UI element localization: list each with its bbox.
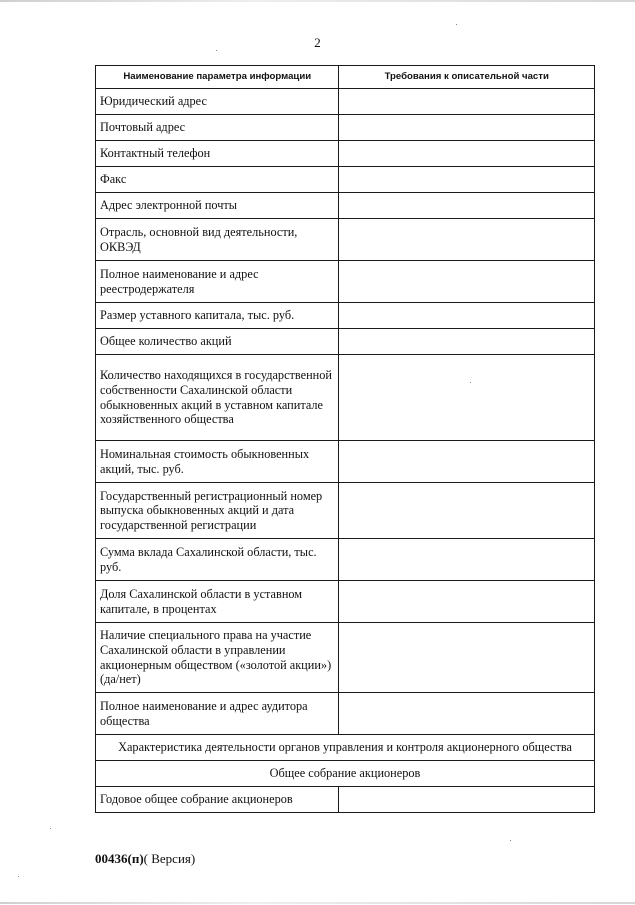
scan-speck [50, 828, 51, 829]
table-row [96, 261, 595, 303]
header-param: Наименование параметра информации [96, 66, 339, 89]
scan-speck [456, 24, 457, 25]
table-row [96, 115, 595, 141]
document-footer [95, 851, 195, 867]
requirement-cell [339, 355, 595, 441]
scan-speck [510, 840, 511, 841]
requirement-cell [339, 219, 595, 261]
footer-version: ( Версия) [143, 851, 196, 866]
section-row [96, 735, 595, 761]
param-cell: Полное наименование и адрес аудитора общества [96, 693, 339, 735]
param-cell: Наличие специального права на участие Сахалинской области в управлении акционерным обществом («золотой акции») (да/нет) [96, 623, 339, 693]
subsection-title: Общее собрание акционеров [96, 761, 595, 787]
requirement-cell [339, 787, 595, 813]
requirement-cell [339, 141, 595, 167]
param-cell: Количество находящихся в государственной собственности Сахалинской области обыкновенных акций в уставном капитале хозяйственного общества [96, 355, 339, 441]
table-row [96, 483, 595, 539]
table-row [96, 219, 595, 261]
subsection-row [96, 761, 595, 787]
requirement-cell [339, 303, 595, 329]
table-row [96, 441, 595, 483]
header-requirement: Требования к описательной части [339, 66, 595, 89]
requirement-cell [339, 693, 595, 735]
param-cell: Размер уставного капитала, тыс. руб. [96, 303, 339, 329]
param-cell: Полное наименование и адрес реестродержателя [96, 261, 339, 303]
table-row [96, 693, 595, 735]
scan-top-edge [0, 0, 635, 2]
param-cell: Общее количество акций [96, 329, 339, 355]
requirement-cell [339, 193, 595, 219]
param-cell: Юридический адрес [96, 89, 339, 115]
requirement-cell [339, 581, 595, 623]
information-table [95, 65, 595, 813]
requirement-cell [339, 623, 595, 693]
scan-speck [470, 382, 471, 383]
table-row [96, 141, 595, 167]
param-cell: Годовое общее собрание акционеров [96, 787, 339, 813]
table-row [96, 787, 595, 813]
requirement-cell [339, 261, 595, 303]
param-cell: Сумма вклада Сахалинской области, тыс. руб. [96, 539, 339, 581]
table-row [96, 193, 595, 219]
section-title: Характеристика деятельности органов управления и контроля акционерного общества [96, 735, 595, 761]
requirement-cell [339, 441, 595, 483]
requirement-cell [339, 167, 595, 193]
scan-speck [18, 876, 19, 877]
requirement-cell [339, 115, 595, 141]
table-row [96, 581, 595, 623]
scan-speck [216, 50, 217, 51]
requirement-cell [339, 539, 595, 581]
param-cell: Отрасль, основной вид деятельности, ОКВЭД [96, 219, 339, 261]
requirement-cell [339, 329, 595, 355]
table-row [96, 355, 595, 441]
scan-bottom-edge [0, 902, 635, 904]
param-cell: Контактный телефон [96, 141, 339, 167]
param-cell: Почтовый адрес [96, 115, 339, 141]
param-cell: Государственный регистрационный номер выпуска обыкновенных акций и дата государственной регистрации [96, 483, 339, 539]
footer-code: 00436(п) [95, 851, 144, 866]
requirement-cell [339, 483, 595, 539]
table-row [96, 167, 595, 193]
requirement-cell [339, 89, 595, 115]
table-row [96, 303, 595, 329]
param-cell: Номинальная стоимость обыкновенных акций, тыс. руб. [96, 441, 339, 483]
param-cell: Адрес электронной почты [96, 193, 339, 219]
table-header-row [96, 66, 595, 89]
param-cell: Доля Сахалинской области в уставном капитале, в процентах [96, 581, 339, 623]
param-cell: Факс [96, 167, 339, 193]
table-row [96, 89, 595, 115]
page-number: 2 [314, 35, 321, 50]
table-row [96, 539, 595, 581]
table-row [96, 623, 595, 693]
table-row [96, 329, 595, 355]
